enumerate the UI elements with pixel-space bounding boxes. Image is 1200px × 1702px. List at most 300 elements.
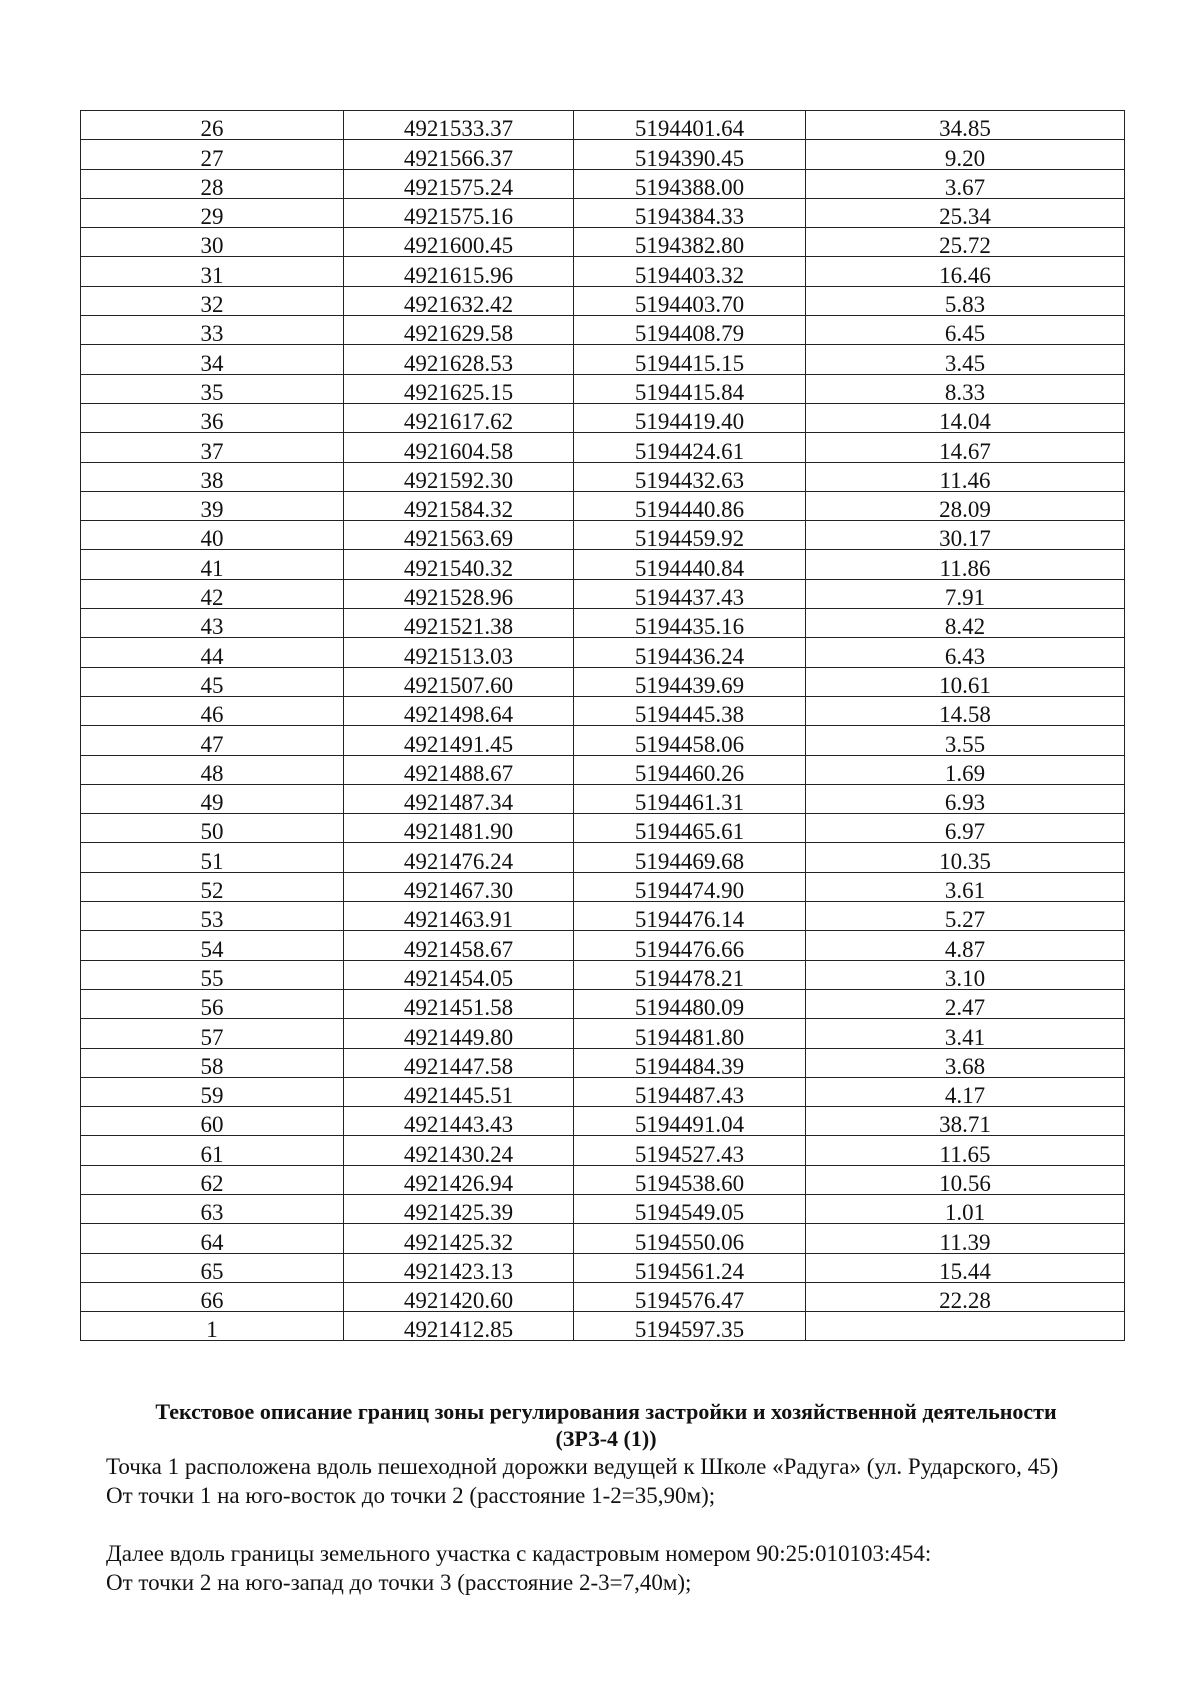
distance-cell (806, 931, 1125, 960)
point-number-cell-text: 41 (200, 555, 224, 580)
x-coordinate-cell-text: 4921575.16 (403, 204, 514, 228)
distance-cell (806, 316, 1125, 345)
point-number-cell-text: 55 (200, 965, 224, 990)
y-coordinate-cell-text: 5194384.33 (634, 204, 745, 228)
distance-cell-text: 11.86 (939, 555, 991, 580)
point-number-cell-text: 60 (200, 1112, 224, 1136)
point-number-cell-text: 62 (200, 1170, 224, 1195)
table-row (81, 1312, 1125, 1341)
y-coordinate-cell (574, 374, 806, 403)
point-number-cell (81, 1048, 344, 1077)
x-coordinate-cell-text: 4921451.58 (403, 995, 514, 1019)
distance-cell (806, 843, 1125, 872)
x-coordinate-cell-text: 4921628.53 (403, 350, 514, 375)
description-line: Далее вдоль границы земельного участка с кадастровым номером 90:25:010103:454: (106, 1541, 932, 1566)
x-coordinate-cell-text: 4921449.80 (403, 1024, 514, 1048)
distance-cell (806, 550, 1125, 579)
distance-cell (806, 169, 1125, 198)
table-row (81, 696, 1125, 725)
point-number-cell-text: 65 (200, 1258, 224, 1283)
y-coordinate-cell (574, 257, 806, 286)
x-coordinate-cell-text: 4921423.13 (403, 1258, 514, 1283)
table-row (81, 140, 1125, 169)
table-row (81, 1048, 1125, 1077)
distance-cell-text: 11.65 (939, 1141, 991, 1166)
y-coordinate-cell-text: 5194388.00 (634, 174, 745, 199)
distance-cell (806, 1224, 1125, 1253)
table-row (81, 726, 1125, 755)
table-row (81, 1194, 1125, 1223)
point-number-cell (81, 609, 344, 638)
y-coordinate-cell-text: 5194390.45 (634, 145, 745, 170)
y-coordinate-cell-text: 5194437.43 (634, 585, 745, 609)
point-number-cell (81, 726, 344, 755)
distance-cell (806, 1107, 1125, 1136)
point-number-cell (81, 931, 344, 960)
x-coordinate-cell-text: 4921443.43 (403, 1112, 514, 1136)
distance-cell (806, 1077, 1125, 1106)
description-line: Точка 1 расположена вдоль пешеходной дорожки ведущей к Школе «Радуга» (ул. Рударского, 45) (106, 1454, 1059, 1479)
x-coordinate-cell (344, 931, 574, 960)
distance-cell (806, 638, 1125, 667)
distance-cell (806, 872, 1125, 901)
distance-cell (806, 1194, 1125, 1223)
y-coordinate-cell (574, 1312, 806, 1341)
coordinates-table (80, 110, 1125, 1341)
x-coordinate-cell (344, 286, 574, 315)
y-coordinate-cell-text: 5194478.21 (634, 965, 745, 990)
distance-cell-text: 14.67 (939, 438, 991, 463)
table-row (81, 491, 1125, 520)
distance-cell-text: 5.27 (944, 907, 986, 931)
x-coordinate-cell-text: 4921498.64 (403, 702, 514, 726)
distance-cell-text: 8.33 (944, 379, 986, 404)
x-coordinate-cell (344, 1194, 574, 1223)
distance-cell (806, 814, 1125, 843)
x-coordinate-cell-text: 4921533.37 (403, 116, 514, 140)
distance-cell-text: 1.69 (944, 760, 986, 785)
x-coordinate-cell-text: 4921528.96 (403, 585, 514, 609)
point-number-cell (81, 198, 344, 227)
distance-cell-text: 15.44 (939, 1258, 991, 1283)
y-coordinate-cell (574, 1019, 806, 1048)
y-coordinate-cell-text: 5194476.66 (634, 936, 745, 961)
point-number-cell (81, 872, 344, 901)
point-number-cell-text: 58 (200, 1053, 224, 1078)
point-number-cell-text: 1 (206, 1317, 218, 1341)
y-coordinate-cell (574, 960, 806, 989)
distance-cell (806, 491, 1125, 520)
y-coordinate-cell (574, 989, 806, 1018)
point-number-cell (81, 784, 344, 813)
y-coordinate-cell (574, 902, 806, 931)
distance-cell-text: 10.35 (939, 848, 991, 873)
x-coordinate-cell (344, 902, 574, 931)
y-coordinate-cell-text: 5194491.04 (634, 1112, 745, 1136)
table-row (81, 1253, 1125, 1282)
point-number-cell-text: 27 (200, 145, 224, 170)
x-coordinate-cell (344, 960, 574, 989)
x-coordinate-cell-text: 4921617.62 (403, 409, 514, 433)
x-coordinate-cell-text: 4921420.60 (403, 1288, 514, 1312)
table-row (81, 374, 1125, 403)
y-coordinate-cell-text: 5194440.86 (634, 497, 745, 521)
x-coordinate-cell (344, 433, 574, 462)
distance-cell (806, 1165, 1125, 1194)
point-number-cell-text: 48 (200, 760, 224, 785)
x-coordinate-cell-text: 4921575.24 (403, 174, 514, 199)
distance-cell-text: 14.58 (939, 702, 991, 726)
point-number-cell-text: 57 (200, 1024, 224, 1048)
point-number-cell (81, 1194, 344, 1223)
x-coordinate-cell (344, 169, 574, 198)
y-coordinate-cell (574, 931, 806, 960)
point-number-cell-text: 51 (200, 848, 224, 873)
y-coordinate-cell-text: 5194459.92 (634, 526, 745, 550)
y-coordinate-cell-text: 5194403.70 (634, 292, 745, 316)
y-coordinate-cell (574, 843, 806, 872)
y-coordinate-cell-text: 5194461.31 (634, 790, 745, 814)
distance-cell-text: 30.17 (939, 526, 991, 550)
distance-cell-text: 1.01 (944, 1200, 986, 1224)
point-number-cell-text: 26 (200, 116, 224, 140)
x-coordinate-cell (344, 1107, 574, 1136)
point-number-cell-text: 38 (200, 467, 224, 492)
x-coordinate-cell (344, 755, 574, 784)
y-coordinate-cell (574, 169, 806, 198)
y-coordinate-cell-text: 5194436.24 (634, 643, 745, 668)
distance-cell-text: 6.43 (944, 643, 986, 668)
x-coordinate-cell (344, 1077, 574, 1106)
y-coordinate-cell-text: 5194439.69 (634, 672, 745, 697)
table-row (81, 814, 1125, 843)
y-coordinate-cell-text: 5194538.60 (634, 1170, 745, 1195)
point-number-cell-text: 54 (200, 936, 224, 961)
y-coordinate-cell (574, 462, 806, 491)
point-number-cell (81, 491, 344, 520)
distance-cell-text: 28.09 (939, 497, 991, 521)
point-number-cell-text: 61 (200, 1141, 224, 1166)
x-coordinate-cell (344, 726, 574, 755)
point-number-cell-text: 44 (200, 643, 224, 668)
y-coordinate-cell-text: 5194561.24 (634, 1258, 745, 1283)
point-number-cell (81, 374, 344, 403)
distance-cell (806, 286, 1125, 315)
x-coordinate-cell-text: 4921458.67 (403, 936, 514, 961)
x-coordinate-cell-text: 4921632.42 (403, 292, 514, 316)
distance-cell (806, 667, 1125, 696)
distance-cell (806, 960, 1125, 989)
x-coordinate-cell-text: 4921426.94 (403, 1170, 514, 1195)
table-row (81, 228, 1125, 257)
distance-cell (806, 609, 1125, 638)
point-number-cell (81, 316, 344, 345)
y-coordinate-cell-text: 5194432.63 (634, 467, 745, 492)
x-coordinate-cell-text: 4921445.51 (403, 1083, 514, 1107)
point-number-cell (81, 1077, 344, 1106)
distance-cell (806, 345, 1125, 374)
distance-cell (806, 198, 1125, 227)
point-number-cell-text: 45 (200, 672, 224, 697)
x-coordinate-cell-text: 4921476.24 (403, 848, 514, 873)
distance-cell (806, 989, 1125, 1018)
table-row (81, 462, 1125, 491)
y-coordinate-cell (574, 228, 806, 257)
y-coordinate-cell-text: 5194549.05 (634, 1200, 745, 1224)
point-number-cell-text: 46 (200, 702, 224, 726)
distance-cell (806, 726, 1125, 755)
distance-cell-text: 4.17 (944, 1083, 986, 1107)
distance-cell-text: 9.20 (944, 145, 986, 170)
y-coordinate-cell (574, 521, 806, 550)
table-row (81, 989, 1125, 1018)
point-number-cell (81, 521, 344, 550)
y-coordinate-cell (574, 491, 806, 520)
point-number-cell-text: 64 (200, 1229, 224, 1254)
x-coordinate-cell (344, 521, 574, 550)
x-coordinate-cell (344, 1048, 574, 1077)
x-coordinate-cell (344, 579, 574, 608)
x-coordinate-cell (344, 696, 574, 725)
x-coordinate-cell-text: 4921563.69 (403, 526, 514, 550)
distance-cell (806, 1312, 1125, 1341)
distance-cell (806, 433, 1125, 462)
y-coordinate-cell-text: 5194550.06 (634, 1229, 745, 1254)
distance-cell-text: 16.46 (939, 262, 991, 287)
table-row (81, 960, 1125, 989)
table-row (81, 403, 1125, 432)
table-row (81, 257, 1125, 286)
distance-cell-text: 3.45 (944, 350, 986, 375)
y-coordinate-cell-text: 5194576.47 (634, 1288, 745, 1312)
point-number-cell (81, 1107, 344, 1136)
y-coordinate-cell (574, 286, 806, 315)
y-coordinate-cell-text: 5194476.14 (634, 907, 745, 931)
y-coordinate-cell (574, 579, 806, 608)
table-row (81, 1282, 1125, 1311)
distance-cell-text: 14.04 (939, 409, 991, 433)
y-coordinate-cell (574, 111, 806, 140)
y-coordinate-cell (574, 403, 806, 432)
distance-cell-text: 38.71 (939, 1112, 991, 1136)
point-number-cell (81, 1253, 344, 1282)
point-number-cell-text: 29 (200, 204, 224, 228)
y-coordinate-cell (574, 1048, 806, 1077)
y-coordinate-cell-text: 5194403.32 (634, 262, 745, 287)
point-number-cell (81, 667, 344, 696)
distance-cell-text: 3.41 (944, 1024, 986, 1048)
distance-cell (806, 1282, 1125, 1311)
y-coordinate-cell-text: 5194382.80 (634, 233, 745, 257)
table-row (81, 433, 1125, 462)
x-coordinate-cell (344, 638, 574, 667)
y-coordinate-cell-text: 5194424.61 (634, 438, 745, 463)
distance-cell-text: 6.93 (944, 790, 986, 814)
point-number-cell-text: 32 (200, 292, 224, 316)
distance-cell (806, 1048, 1125, 1077)
distance-cell-text: 2.47 (944, 995, 986, 1019)
x-coordinate-cell (344, 374, 574, 403)
point-number-cell-text: 42 (200, 585, 224, 609)
table-row (81, 1224, 1125, 1253)
point-number-cell-text: 30 (200, 233, 224, 257)
x-coordinate-cell-text: 4921467.30 (403, 878, 514, 902)
distance-cell-text: 10.56 (939, 1170, 991, 1195)
table-row (81, 169, 1125, 198)
point-number-cell (81, 550, 344, 579)
x-coordinate-cell (344, 1165, 574, 1194)
table-row (81, 1136, 1125, 1165)
x-coordinate-cell (344, 1282, 574, 1311)
distance-cell-text: 3.61 (944, 878, 986, 902)
section-heading: Текстовое описание границ зоны регулирования застройки и хозяйственной деятельности (ЗРЗ-4 (1)) (155, 1399, 1057, 1451)
y-coordinate-cell (574, 667, 806, 696)
x-coordinate-cell (344, 403, 574, 432)
x-coordinate-cell (344, 1136, 574, 1165)
y-coordinate-cell (574, 1224, 806, 1253)
x-coordinate-cell (344, 843, 574, 872)
point-number-cell-text: 50 (200, 819, 224, 843)
y-coordinate-cell-text: 5194465.61 (634, 819, 745, 843)
y-coordinate-cell (574, 609, 806, 638)
table-row (81, 902, 1125, 931)
y-coordinate-cell (574, 550, 806, 579)
y-coordinate-cell (574, 198, 806, 227)
distance-cell (806, 902, 1125, 931)
table-row (81, 1107, 1125, 1136)
distance-cell (806, 257, 1125, 286)
point-number-cell-text: 34 (200, 350, 224, 375)
x-coordinate-cell (344, 814, 574, 843)
y-coordinate-cell-text: 5194597.35 (634, 1317, 745, 1341)
distance-cell-text: 11.39 (939, 1229, 991, 1254)
table-row (81, 784, 1125, 813)
distance-cell-text: 3.10 (944, 965, 986, 990)
point-number-cell-text: 63 (200, 1200, 224, 1224)
distance-cell-text: 3.68 (944, 1053, 986, 1078)
x-coordinate-cell-text: 4921425.32 (403, 1229, 514, 1254)
point-number-cell (81, 111, 344, 140)
x-coordinate-cell (344, 784, 574, 813)
point-number-cell-text: 35 (200, 379, 224, 404)
x-coordinate-cell (344, 228, 574, 257)
y-coordinate-cell (574, 1077, 806, 1106)
x-coordinate-cell-text: 4921629.58 (403, 321, 514, 345)
point-number-cell-text: 52 (200, 878, 224, 902)
table-row (81, 198, 1125, 227)
distance-cell-text: 6.45 (944, 321, 986, 345)
table-row (81, 843, 1125, 872)
distance-cell-text: 8.42 (944, 614, 986, 638)
y-coordinate-cell-text: 5194401.64 (634, 116, 745, 140)
x-coordinate-cell (344, 872, 574, 901)
distance-cell-text: 11.46 (939, 467, 991, 492)
point-number-cell (81, 843, 344, 872)
distance-cell-text: 4.87 (944, 936, 986, 961)
x-coordinate-cell-text: 4921430.24 (403, 1141, 514, 1166)
table-row (81, 579, 1125, 608)
x-coordinate-cell-text: 4921615.96 (403, 262, 514, 287)
x-coordinate-cell-text: 4921491.45 (403, 731, 514, 756)
x-coordinate-cell (344, 140, 574, 169)
x-coordinate-cell-text: 4921592.30 (403, 467, 514, 492)
table-row (81, 1077, 1125, 1106)
y-coordinate-cell-text: 5194440.84 (634, 555, 745, 580)
table-row (81, 931, 1125, 960)
y-coordinate-cell (574, 696, 806, 725)
point-number-cell-text: 66 (200, 1288, 224, 1312)
y-coordinate-cell-text: 5194435.16 (634, 614, 745, 638)
x-coordinate-cell (344, 667, 574, 696)
x-coordinate-cell-text: 4921625.15 (403, 379, 514, 404)
distance-cell (806, 1136, 1125, 1165)
y-coordinate-cell-text: 5194487.43 (634, 1083, 745, 1107)
distance-cell-text: 34.85 (939, 116, 991, 140)
y-coordinate-cell-text: 5194474.90 (634, 878, 745, 902)
distance-cell (806, 696, 1125, 725)
table-row (81, 316, 1125, 345)
x-coordinate-cell-text: 4921540.32 (403, 555, 514, 580)
distance-cell (806, 403, 1125, 432)
y-coordinate-cell-text: 5194419.40 (634, 409, 745, 433)
point-number-cell (81, 462, 344, 491)
point-number-cell (81, 755, 344, 784)
point-number-cell (81, 989, 344, 1018)
description-line: От точки 1 на юго-восток до точки 2 (расстояние 1-2=35,90м); (106, 1483, 716, 1508)
point-number-cell-text: 47 (200, 731, 224, 756)
y-coordinate-cell (574, 140, 806, 169)
point-number-cell-text: 40 (200, 526, 224, 550)
table-row (81, 521, 1125, 550)
x-coordinate-cell-text: 4921481.90 (403, 819, 514, 843)
boundary-description (106, 1398, 1106, 1597)
point-number-cell-text: 33 (200, 321, 224, 345)
point-number-cell-text: 56 (200, 995, 224, 1019)
point-number-cell (81, 1312, 344, 1341)
x-coordinate-cell (344, 1224, 574, 1253)
point-number-cell (81, 140, 344, 169)
distance-cell-text: 6.97 (944, 819, 986, 843)
y-coordinate-cell (574, 1107, 806, 1136)
point-number-cell (81, 1165, 344, 1194)
point-number-cell-text: 43 (200, 614, 224, 638)
point-number-cell-text: 59 (200, 1083, 224, 1107)
distance-cell-text: 22.28 (939, 1288, 991, 1312)
x-coordinate-cell-text: 4921447.58 (403, 1053, 514, 1078)
table-row (81, 111, 1125, 140)
y-coordinate-cell (574, 1165, 806, 1194)
point-number-cell (81, 1282, 344, 1311)
distance-cell (806, 1253, 1125, 1282)
y-coordinate-cell (574, 784, 806, 813)
x-coordinate-cell-text: 4921463.91 (403, 907, 514, 931)
description-line: От точки 2 на юго-запад до точки 3 (расстояние 2-3=7,40м); (106, 1570, 692, 1595)
point-number-cell (81, 433, 344, 462)
x-coordinate-cell (344, 1019, 574, 1048)
point-number-cell (81, 579, 344, 608)
distance-cell (806, 579, 1125, 608)
x-coordinate-cell-text: 4921584.32 (403, 497, 514, 521)
point-number-cell (81, 960, 344, 989)
y-coordinate-cell (574, 1194, 806, 1223)
table-row (81, 609, 1125, 638)
y-coordinate-cell-text: 5194408.79 (634, 321, 745, 345)
x-coordinate-cell (344, 462, 574, 491)
table-row (81, 1019, 1125, 1048)
distance-cell (806, 521, 1125, 550)
y-coordinate-cell-text: 5194480.09 (634, 995, 745, 1019)
y-coordinate-cell-text: 5194458.06 (634, 731, 745, 756)
